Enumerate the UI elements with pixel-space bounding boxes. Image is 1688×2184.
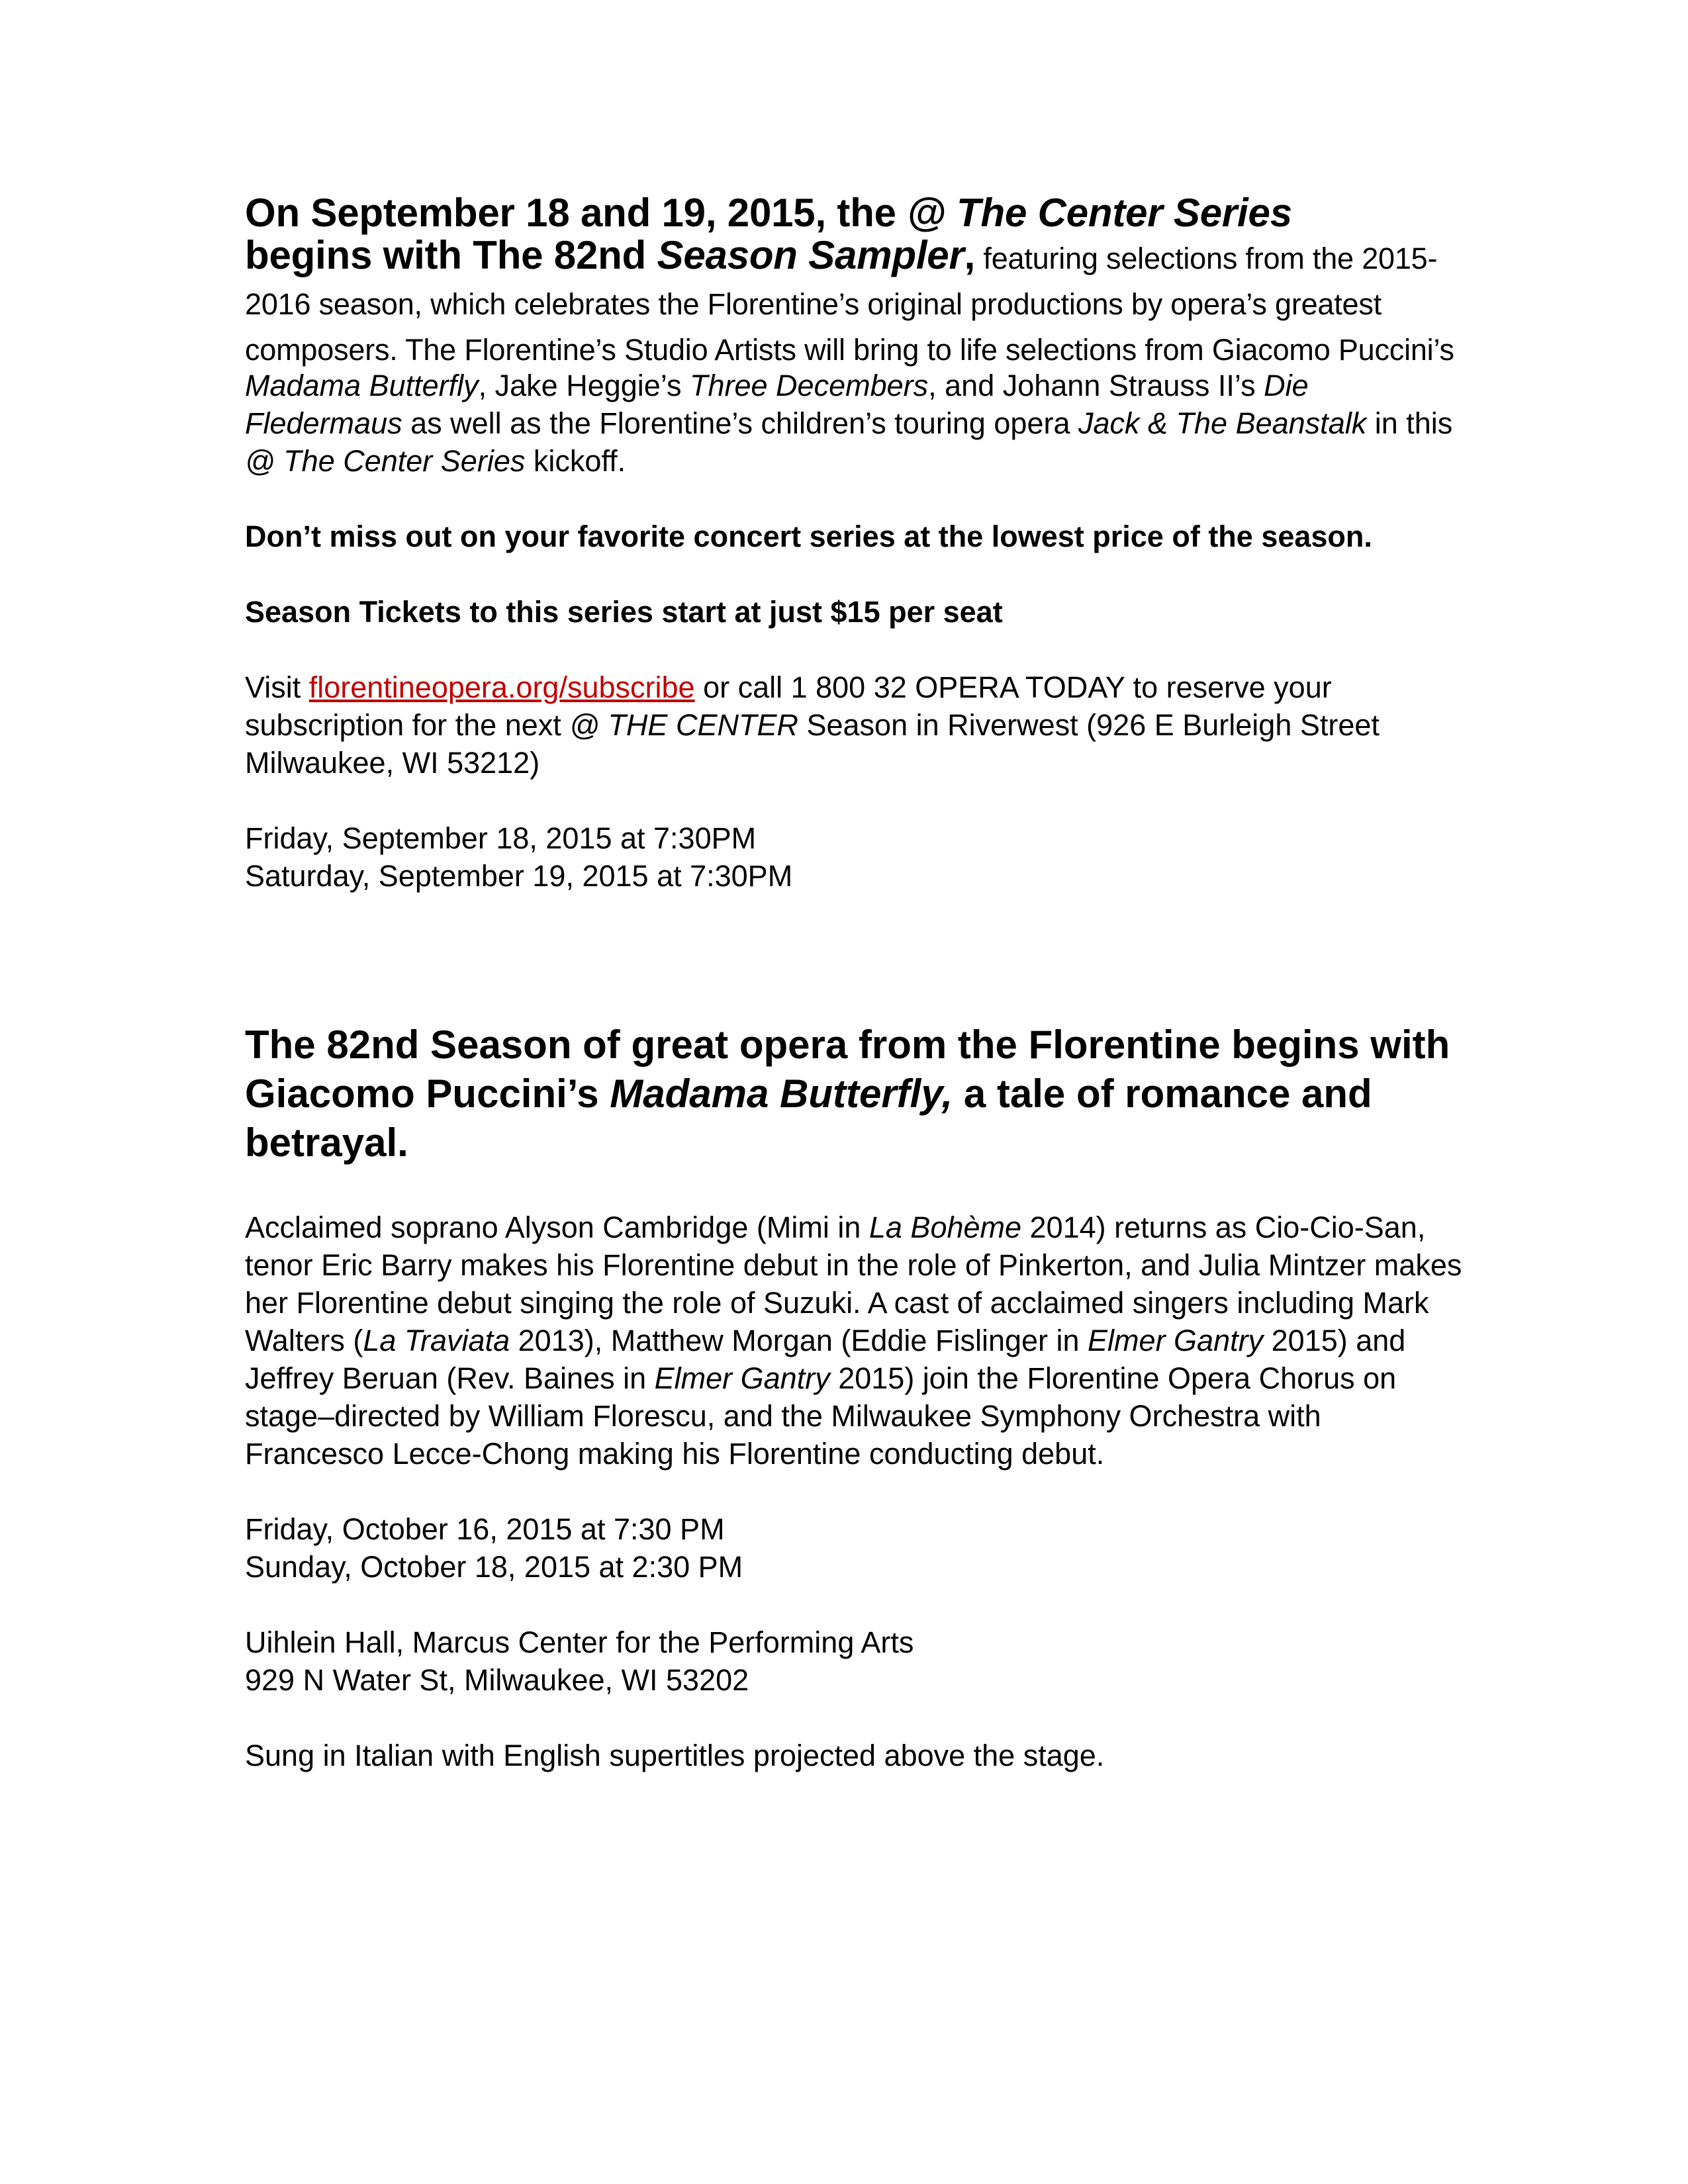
promo-text: Don’t miss out on your favorite concert series at the lowest price of the season. (245, 520, 1372, 553)
text-run: as well as the Florentine’s children’s touring opera (402, 406, 1078, 440)
heading-text: begins with The 82nd (245, 233, 657, 277)
venue-block (245, 1623, 1463, 1699)
italic-title: Madama Butterfly (245, 369, 479, 402)
venue-name: Uihlein Hall, Marcus Center for the Performing Arts (245, 1625, 914, 1659)
section-madama-butterfly (245, 1021, 1463, 1774)
text-run: Acclaimed soprano Alyson Cambridge (Mimi in (245, 1210, 869, 1244)
italic-title: Elmer Gantry (654, 1361, 830, 1395)
supertitles-note: Sung in Italian with English supertitles projected above the stage. (245, 1739, 1105, 1772)
date-line: Saturday, September 19, 2015 at 7:30PM (245, 859, 793, 893)
italic-title: Jack & The Beanstalk (1078, 406, 1367, 440)
venue-address: 929 N Water St, Milwaukee, WI 53202 (245, 1663, 749, 1697)
heading-text: a tale of romance and betrayal. (245, 1071, 1372, 1165)
heading-italic-sampler: Season Sampler (657, 233, 964, 277)
tickets-text: Season Tickets to this series start at just $15 per seat (245, 595, 1003, 629)
italic-series-name: @ THE CENTER (569, 708, 798, 742)
text-run: or call 1 800 32 OPERA TODAY to reserve your subscription for the next (245, 670, 1332, 742)
heading-italic-title: Madama Butterfly, (610, 1071, 953, 1116)
text-run: 2015) join the Florentine Opera Chorus on stage–directed by William Florescu, and the Milwaukee Symphony Orchestra with Francesco Lecce-Chong making his Florentine conducting debut. (245, 1361, 1397, 1471)
section-center-series (245, 192, 1463, 895)
italic-title: Three Decembers (690, 369, 929, 402)
text-run: 2013), Matthew Morgan (Eddie Fislinger in (510, 1324, 1088, 1357)
subscribe-paragraph (245, 668, 1463, 782)
text-run: in this (1366, 406, 1453, 440)
heading-text: The 82nd Season of great opera from the Florentine begins with Giacomo Puccini’s (245, 1023, 1450, 1116)
italic-title: Elmer Gantry (1088, 1324, 1264, 1357)
text-run: 2014) returns as Cio-Cio-San, tenor Eric Barry makes his Florentine debut in the role of Pinkerton, and Julia Mintzer makes her Florentine debut singing the role of Suzuki. A cast of acclaimed singers including Mark Walters ( (245, 1210, 1462, 1357)
italic-title: La Bohème (868, 1210, 1022, 1244)
subscribe-link[interactable]: florentineopera.org/subscribe (308, 670, 695, 704)
text-run: Season in Riverwest (926 E Burleigh Street (798, 708, 1380, 742)
section1-heading (245, 192, 1463, 371)
heading-text: On September 18 and 19, 2015, the (245, 191, 908, 235)
date-line: Friday, October 16, 2015 at 7:30 PM (245, 1512, 725, 1546)
italic-title: La Traviata (363, 1324, 510, 1357)
italic-title: @ The Center Series (245, 444, 526, 478)
intro-text: featuring selections from the 2015-2016 season, which celebrates the Florentine’s original productions by opera’s greatest composers. The Florentine’s Studio Artists will bring to life selections from Giacomo Puccini’s (245, 242, 1454, 367)
text-run: kickoff. (525, 444, 626, 478)
document-page (245, 192, 1463, 1774)
section2-dates (245, 1510, 1463, 1586)
text-run: Visit (245, 670, 309, 704)
text-run: 2015) and Jeffrey Beruan (Rev. Baines in (245, 1324, 1406, 1395)
section1-description (245, 367, 1463, 480)
section2-heading (245, 1021, 1463, 1167)
date-line: Sunday, October 18, 2015 at 2:30 PM (245, 1550, 743, 1584)
heading-italic-series: @ The Center Series (907, 191, 1292, 235)
address-line: Milwaukee, WI 53212) (245, 746, 540, 780)
heading-text: , (964, 233, 976, 277)
italic-title: Die Fledermaus (245, 369, 1309, 440)
section1-dates (245, 819, 1463, 895)
section2-description (245, 1208, 1463, 1473)
text-run: , Jake Heggie’s (478, 369, 690, 402)
date-line: Friday, September 18, 2015 at 7:30PM (245, 821, 757, 855)
text-run: , and Johann Strauss II’s (928, 369, 1264, 402)
